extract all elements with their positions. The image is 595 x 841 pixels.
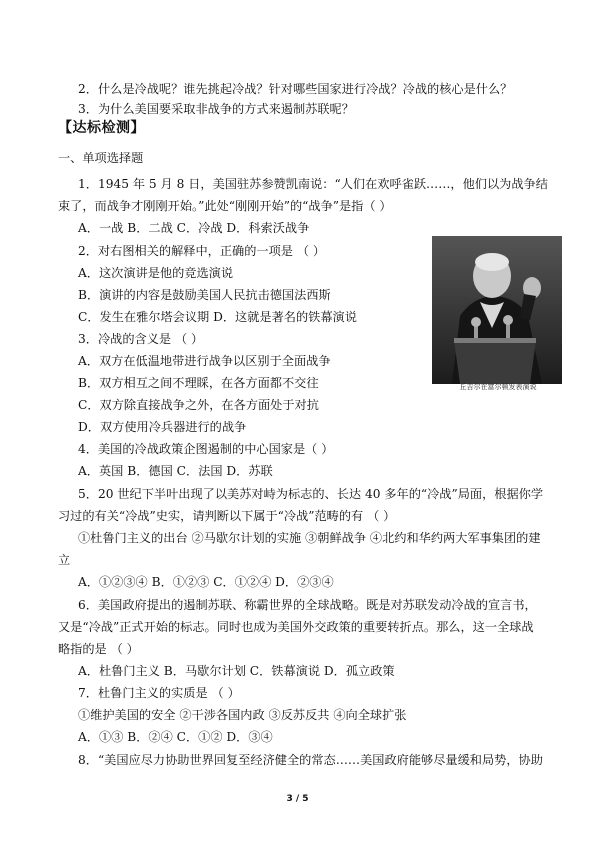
q5-options: A．①②③④ B．①②③ C．①②④ D．②③④ [78,575,334,589]
q1-line-2: 束了，而战争才刚刚开始。”此处“刚刚开始”的“战争”是指（ ） [58,199,392,213]
q5-line-1: 5．20 世纪下半叶出现了以美苏对峙为标志的、长达 40 多年的“冷战”局面，根据你学 [78,487,544,501]
part-title: 一、单项选择题 [58,151,144,165]
q3-option-b: B．双方相互之间不理睬，在各方面都不交往 [78,376,319,390]
q6-line-3: 略指的是 （ ） [58,642,139,656]
q3-option-d: D．双方使用冷兵器进行的战争 [78,420,247,434]
q3-option-c: C．双方除直接战争之外，在各方面处于对抗 [78,398,319,412]
q2-option-b: B．演讲的内容是鼓励美国人民抗击德国法西斯 [78,288,331,302]
q5-line-4: 立 [58,553,71,567]
q2-stem: 2．对右图相关的解释中，正确的一项是 （ ） [78,244,326,258]
q5-line-2: 习过的有关“冷战”史实，请判断以下属于“冷战”范畴的有 （ ） [58,509,396,523]
speech-photo [432,236,562,384]
q3-stem: 3．冷战的含义是 （ ） [78,332,204,346]
q5-line-3: ①杜鲁门主义的出台 ②马歇尔计划的实施 ③朝鲜战争 ④北约和华约两大军事集团的建 [78,531,541,545]
q7-options: A．①③ B．②④ C．①② D．③④ [78,730,273,744]
q2-option-c-d: C．发生在雅尔塔会议期 D．这就是著名的铁幕演说 [78,310,357,324]
q7-items: ①维护美国的安全 ②干涉各国内政 ③反苏反共 ④向全球扩张 [78,708,407,722]
q1-options: A．一战 B．二战 C．冷战 D．科索沃战争 [78,221,310,235]
q4-options: A．英国 B．德国 C．法国 D．苏联 [78,464,273,478]
q1-line-1: 1．1945 年 5 月 8 日，美国驻苏参赞凯南说：“人们在欢呼雀跃……，他们以为战争结 [78,177,548,191]
q4-stem: 4．美国的冷战政策企图遏制的中心国家是（ ） [78,442,334,456]
q6-options: A．杜鲁门主义 B．马歇尔计划 C．铁幕演说 D．孤立政策 [78,664,395,678]
section-title: 【达标检测】 [58,120,145,136]
q3-option-a: A．双方在低温地带进行战争以区别于全面战争 [78,354,331,368]
q7-stem: 7．杜鲁门主义的实质是 （ ） [78,686,240,700]
q2-option-a: A．这次演讲是他的竞选演说 [78,266,234,280]
page-number: 3 / 5 [286,794,309,804]
question-3-text: 3．为什么美国要采取非战争的方式来遏制苏联呢？ [78,102,354,116]
q8-line-1: 8．“美国应尽力协助世界回复至经济健全的常态……美国政府能够尽量缓和局势，协助 [78,753,543,767]
q6-line-1: 6．美国政府提出的遏制苏联、称霸世界的全球战略。既是对苏联发动冷战的宣言书， [78,598,537,612]
question-2-text: 2．什么是冷战呢？谁先挑起冷战？针对哪些国家进行冷战？冷战的核心是什么？ [78,82,513,96]
photo-caption: 丘吉尔在富尔顿发表演说 [459,383,537,391]
q6-line-2: 又是“冷战”正式开始的标志。同时也成为美国外交政策的重要转折点。那么，这一全球战 [58,620,534,634]
